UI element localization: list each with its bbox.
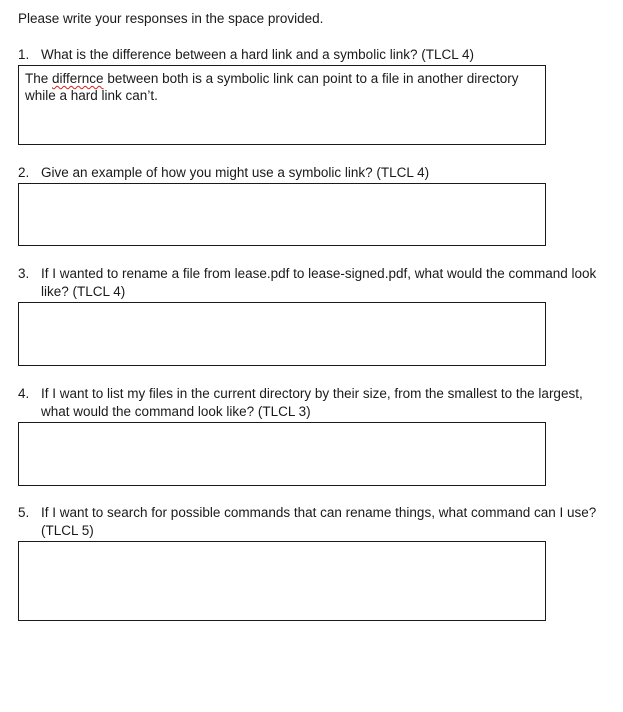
question-number: 2. xyxy=(18,165,30,180)
answer-box-2[interactable] xyxy=(18,183,546,246)
answer-line-2: while a hard link can’t. xyxy=(25,88,158,103)
answer-line-1 xyxy=(25,70,539,87)
question-text: Give an example of how you might use a symbolic link? (TLCL 4) xyxy=(41,165,430,180)
misspelled-word[interactable]: differnce xyxy=(52,71,104,86)
question-number: 1. xyxy=(18,47,30,62)
question-text: What is the difference between a hard link and a symbolic link? (TLCL 4) xyxy=(41,47,474,62)
question-2 xyxy=(18,164,613,182)
answer-rest: between both is a symbolic link can point to a file in another directory xyxy=(103,71,519,86)
answer-box-5[interactable] xyxy=(18,541,546,621)
question-text: If I want to search for possible commands that can rename things, what command can I use? (TLCL 5) xyxy=(41,505,597,538)
question-number: 5. xyxy=(18,505,30,520)
question-text: If I wanted to rename a file from lease.pdf to lease-signed.pdf, what would the command look like? (TLCL 4) xyxy=(41,266,597,299)
answer-prefix: The xyxy=(25,71,53,86)
question-5 xyxy=(18,504,613,540)
question-4 xyxy=(18,385,613,421)
answer-box-1[interactable] xyxy=(18,65,546,145)
answer-box-4[interactable] xyxy=(18,422,546,486)
question-3 xyxy=(18,265,613,301)
question-number: 3. xyxy=(18,266,30,281)
answer-box-3[interactable] xyxy=(18,302,546,366)
question-number: 4. xyxy=(18,386,30,401)
question-text: If I want to list my files in the current directory by their size, from the smallest to the largest, what would the command look like? (TLCL 3) xyxy=(41,386,583,419)
question-1 xyxy=(18,46,613,64)
instructions-text: Please write your responses in the space provided. xyxy=(18,11,324,26)
